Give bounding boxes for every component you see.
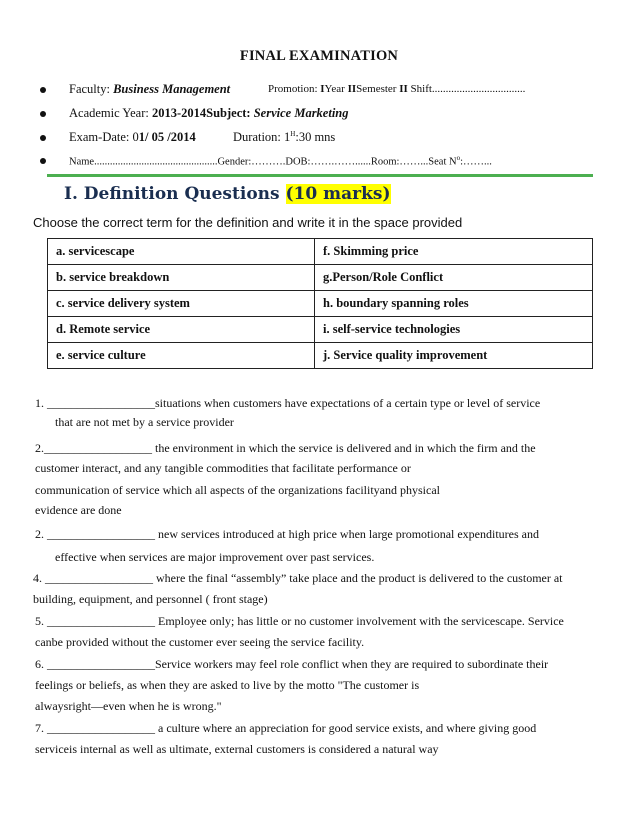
bullet-icon (40, 135, 46, 141)
term-cell: a. servicescape (48, 239, 315, 265)
section-heading: I. Definition Questions (10 marks) (64, 184, 391, 204)
exam-date-value: 1/ 05 /2014 (138, 130, 196, 144)
question-line: 1. __________________situations when customers have expectations of a certain type or level of service (35, 396, 541, 410)
question-line: effective when services are major improvement over past services. (55, 550, 375, 564)
term-cell: f. Skimming price (315, 239, 593, 265)
term-cell: c. service delivery system (48, 291, 315, 317)
instruction-text: Choose the correct term for the definition and write it in the space provided (33, 215, 463, 230)
subject-label: Subject: (206, 106, 254, 120)
green-divider (47, 174, 593, 177)
faculty-value: Business Management (113, 82, 231, 96)
question-line: communication of service which all aspects of the organizations facilityand physical (35, 483, 440, 497)
exam-page: FINAL EXAMINATION Faculty: Business Management Promotion: IYear IISemester II Shift.................................. Academic Year: 2013-2014Subject: Service Marketing Exam-Date: 01/ 05 /2014 Duration: $1^H:30$ mns Name...............................................Gender:……….DOB:…….……......Room:……...Seat $N^o:\dots\dots$... I. Definition Questions (10 marks) Choose the correct term for the definition and write it in the space provided a. servicescape f. Skimming price b. service breakdown g.Person/Role Conflict c. service delivery system h. boundary spanning roles d. Remote service i. self-service technologies e. service culture j. Service quality improvement 1. __________________situations when customers have expectations of a certain type or level of service that are not met by a service provider 2.__________________ the environment in which the service is delivered and in which the firm and the customer interact, and any tangible commodities that facilitate performance or communication of service which all aspects of the organizations facilityand physical evidence are done 2. __________________ new services introduced at high price when large promotional expenditures and effective when services are major improvement over past services. 4. __________________ where the final “assembly” take place and the product is delivered to the customer at building, equipment, and personnel ( front stage) 5. __________________ Employee only; has little or no customer involvement with the servicescape. Service canbe provided without the customer ever seeing the service facility. 6. __________________Service workers may feel role conflict when they are required to subordinate their feelings or beliefs, as when they are asked to live by the motto "The customer is alwaysright—even when he is wrong." 7. __________________ a culture where an appreciation for good service exists, and where giving good serviceis internal as well as ultimate, external customers is considered a natural way (0, 0, 638, 826)
question-line: customer interact, and any tangible commodities that facilitate performance or (35, 461, 411, 475)
question-line: canbe provided without the customer ever seeing the service facility. (35, 635, 365, 649)
question-line: 7. __________________ a culture where an appreciation for good service exists, and where giving good (35, 721, 537, 735)
table-row (48, 343, 593, 369)
term-cell: g.Person/Role Conflict (315, 265, 593, 291)
term-cell: h. boundary spanning roles (315, 291, 593, 317)
term-cell: e. service culture (48, 343, 315, 369)
student-fields: Name...............................................Gender:……….DOB:…….……......Room:……...Seat N (69, 156, 457, 168)
question-line: that are not met by a service provider (55, 415, 234, 429)
question-line: building, equipment, and personnel ( front stage) (33, 592, 268, 606)
term-cell: b. service breakdown (48, 265, 315, 291)
bullet-icon (40, 111, 46, 117)
table-row (48, 265, 593, 291)
marks-highlight: (10 marks) (285, 184, 391, 204)
question-line: 2. __________________ new services introduced at high price when large promotional expenditures and (35, 527, 539, 541)
question-line: 4. __________________ where the final “assembly” take place and the product is delivered to the customer at (33, 571, 563, 585)
faculty-label: Faculty: (69, 82, 114, 96)
question-line: 2.__________________ the environment in which the service is delivered and in which the firm and the (35, 441, 536, 455)
promotion-info: Promotion: IYear IISemester II Shift.................................. (268, 83, 526, 95)
exam-title: FINAL EXAMINATION (239, 48, 399, 64)
table-row (48, 317, 593, 343)
question-line: serviceis internal as well as ultimate, external customers is considered a natural way (35, 742, 439, 756)
question-line: 6. __________________Service workers may feel role conflict when they are required to subordinate their (35, 657, 549, 671)
question-line: alwaysright—even when he is wrong." (35, 699, 222, 713)
table-row (48, 239, 593, 265)
question-line: 5. __________________ Employee only; has little or no customer involvement with the servicescape. Service (35, 614, 564, 628)
academic-value: 2013-2014 (151, 106, 207, 120)
question-line: feelings or beliefs, as when they are asked to live by the motto "The customer is (35, 678, 420, 692)
question-line: evidence are done (35, 503, 122, 517)
term-cell: i. self-service technologies (315, 317, 593, 343)
duration-info: Duration: $1^H:30$ mns (233, 130, 336, 145)
table-row (48, 291, 593, 317)
term-cell: j. Service quality improvement (315, 343, 593, 369)
exam-date-label: Exam-Date: 0 (69, 130, 139, 144)
subject-value: Service Marketing (253, 106, 349, 120)
bullet-icon (40, 87, 46, 93)
academic-label: Academic Year: (69, 106, 152, 120)
term-cell: d. Remote service (48, 317, 315, 343)
bullet-icon (40, 158, 46, 164)
terms-table (47, 238, 593, 369)
